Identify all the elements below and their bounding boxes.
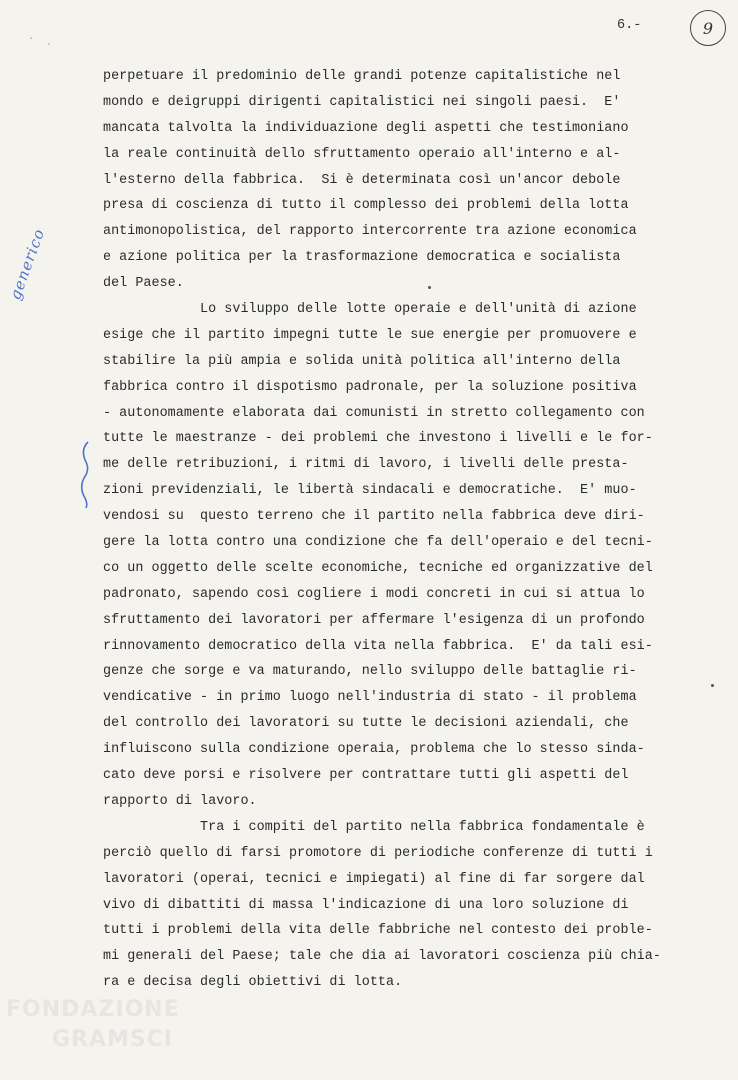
margin-bracket-mark <box>78 440 94 510</box>
text-line: - autonomamente elaborata dai comunisti in stretto collegamento con <box>103 405 645 421</box>
watermark-line-1: FONDAZIONE <box>6 997 180 1022</box>
page-number: 6.- <box>617 18 642 33</box>
text-line: padronato, sapendo così cogliere i modi concreti in cui si attua lo <box>103 586 645 602</box>
text-line: mi generali del Paese; tale che dia ai lavoratori coscienza più chia- <box>103 949 661 965</box>
text-line: perciò quello di farsi promotore di periodiche conferenze di tutti i <box>103 845 653 861</box>
text-line: vendosi su questo terreno che il partito nella fabbrica deve diri- <box>103 509 645 525</box>
text-line: del Paese. <box>103 276 184 292</box>
text-line: sfruttamento dei lavoratori per affermare l'esigenza di un profondo <box>103 612 645 628</box>
text-line: rapporto di lavoro. <box>103 793 257 809</box>
text-line: Lo sviluppo delle lotte operaie e dell'unità di azione <box>103 302 637 318</box>
text-line: co un oggetto delle scelte economiche, tecniche ed organizzative del <box>103 560 653 576</box>
text-line: zioni previdenziali, le libertà sindacali e democratiche. E' muo- <box>103 483 637 499</box>
text-line: e azione politica per la trasformazione democratica e socialista <box>103 250 621 266</box>
scan-speck: · <box>46 40 53 51</box>
text-line: gere la lotta contro una condizione che fa dell'operaio e del tecni- <box>103 535 653 551</box>
text-line: vendicative - in primo luogo nell'industria di stato - il problema <box>103 690 637 706</box>
text-line: antimonopolistica, del rapporto intercorrente tra azione economica <box>103 224 637 240</box>
text-line: perpetuare il predominio delle grandi potenze capitalistiche nel <box>103 69 621 84</box>
text-line: lavoratori (operai, tecnici e impiegati) al fine di far sorgere dal <box>103 871 645 887</box>
text-line: rinnovamento democratico della vita nella fabbrica. E' da tali esi- <box>103 638 653 654</box>
text-line: tutti i problemi della vita delle fabbriche nel contesto dei proble- <box>103 923 653 939</box>
text-line: influiscono sulla condizione operaia, problema che lo stesso sinda- <box>103 742 645 758</box>
text-line: esige che il partito impegni tutte le sue energie per promuovere e <box>103 327 637 343</box>
circled-page-number <box>690 10 726 46</box>
paragraph <box>103 64 723 297</box>
scan-speck: · <box>28 34 35 45</box>
paragraph <box>103 297 723 815</box>
archive-watermark <box>6 995 180 1054</box>
text-line: fabbrica contro il dispotismo padronale, per la soluzione positiva <box>103 379 637 395</box>
text-line: genze che sorge e va maturando, nello sviluppo delle battaglie ri- <box>103 664 637 680</box>
text-line: cato deve porsi e risolvere per contrattare tutti gli aspetti del <box>103 768 629 784</box>
text-line: me delle retribuzioni, i ritmi di lavoro, i livelli delle presta- <box>103 457 629 473</box>
paragraph <box>103 815 723 996</box>
text-line: del controllo dei lavoratori su tutte le decisioni aziendali, che <box>103 716 629 732</box>
text-line: la reale continuità dello sfruttamento operaio all'interno e al- <box>103 146 621 162</box>
text-line: l'esterno della fabbrica. Si è determinata così un'ancor debole <box>103 172 621 188</box>
text-line: stabilire la più ampia e solida unità politica all'interno della <box>103 353 621 369</box>
text-line: mondo e deigruppi dirigenti capitalistici nei singoli paesi. E' <box>103 94 621 110</box>
text-line: Tra i compiti del partito nella fabbrica fondamentale è <box>103 819 645 835</box>
circled-page-number-text: 9 <box>702 18 714 38</box>
text-line: vivo di dibattiti di massa l'indicazione di una loro soluzione di <box>103 897 629 913</box>
watermark-line-2: GRAMSCI <box>52 1026 174 1052</box>
typewritten-body <box>103 64 723 996</box>
text-line: presa di coscienza di tutto il complesso dei problemi della lotta <box>103 198 629 214</box>
margin-handwritten-note: generico <box>6 226 49 303</box>
text-line: tutte le maestranze - dei problemi che investono i livelli e le for- <box>103 431 653 447</box>
text-line: ra e decisa degli obiettivi di lotta. <box>103 975 403 991</box>
text-line: mancata talvolta la individuazione degli aspetti che testimoniano <box>103 120 629 136</box>
